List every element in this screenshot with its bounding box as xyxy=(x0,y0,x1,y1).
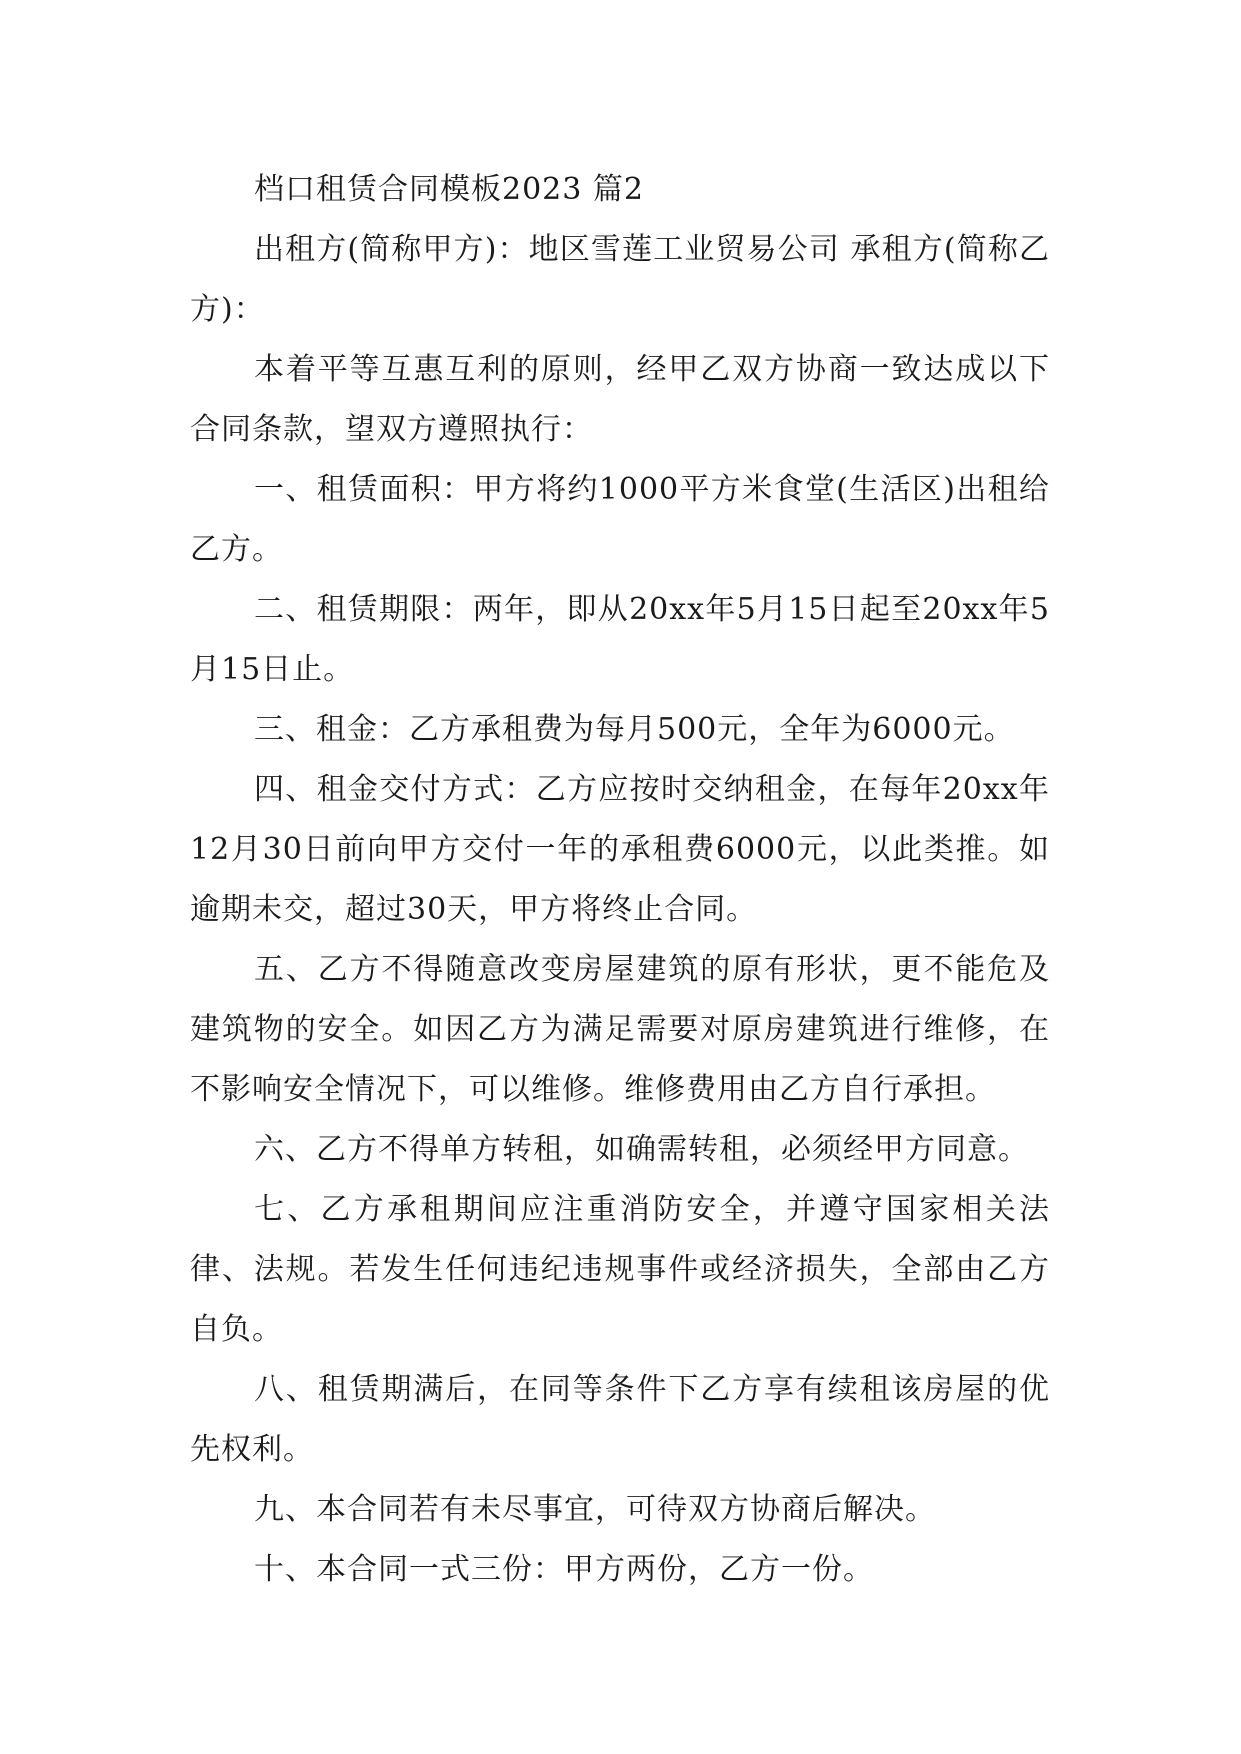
preamble-paragraph: 本着平等互惠互利的原则，经甲乙双方协商一致达成以下合同条款，望双方遵照执行： xyxy=(190,352,1050,447)
clause-5: 五、乙方不得随意改变房屋建筑的原有形状，更不能危及建筑物的安全。如因乙方为满足需要对原房建筑进行维修，在不影响安全情况下，可以维修。维修费用由乙方自行承担。 xyxy=(190,952,1050,1107)
clause-8: 八、租赁期满后，在同等条件下乙方享有续租该房屋的优先权利。 xyxy=(190,1372,1050,1467)
clause-1: 一、租赁面积：甲方将约1000平方米食堂(生活区)出租给乙方。 xyxy=(190,472,1050,567)
clause-7: 七、乙方承租期间应注重消防安全，并遵守国家相关法律、法规。若发生任何违纪违规事件或经济损失，全部由乙方自负。 xyxy=(190,1192,1050,1347)
clause-6: 六、乙方不得单方转租，如确需转租，必须经甲方同意。 xyxy=(254,1132,1029,1167)
document-body xyxy=(190,160,1050,1600)
clause-3: 三、租金：乙方承租费为每月500元，全年为6000元。 xyxy=(254,712,1015,747)
clause-2: 二、租赁期限：两年，即从20xx年5月15日起至20xx年5月15日止。 xyxy=(190,592,1050,687)
clause-10: 十、本合同一式三份：甲方两份，乙方一份。 xyxy=(254,1552,874,1587)
clause-9: 九、本合同若有未尽事宜，可待双方协商后解决。 xyxy=(254,1492,936,1527)
clause-4: 四、租金交付方式：乙方应按时交纳租金，在每年20xx年12月30日前向甲方交付一年的承租费6000元，以此类推。如逾期未交，超过30天，甲方将终止合同。 xyxy=(190,772,1050,927)
document-title: 档口租赁合同模板2023 篇2 xyxy=(254,172,644,207)
parties-paragraph: 出租方(简称甲方)：地区雪莲工业贸易公司 承租方(简称乙方)： xyxy=(190,232,1050,327)
